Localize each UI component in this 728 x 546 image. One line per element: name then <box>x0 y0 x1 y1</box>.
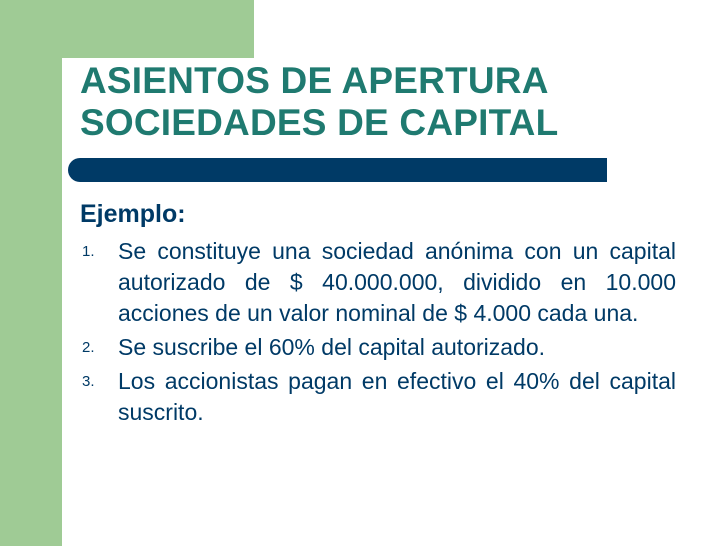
title-line-1: ASIENTOS DE APERTURA <box>80 60 549 101</box>
list-text: Los accionistas pagan en efectivo el 40% del capital suscrito. <box>118 368 676 425</box>
list-item <box>80 236 676 329</box>
list-number: 2. <box>82 339 95 356</box>
green-side-band <box>0 0 62 546</box>
slide-title <box>80 60 558 144</box>
example-heading: Ejemplo: <box>80 200 186 228</box>
list-number: 3. <box>82 373 95 390</box>
list-number: 1. <box>82 243 95 260</box>
slide-body <box>80 198 676 431</box>
title-line-2: SOCIEDADES DE CAPITAL <box>80 102 559 143</box>
list-item <box>80 332 676 363</box>
green-top-band <box>0 0 254 58</box>
list-item <box>80 366 676 428</box>
list-text: Se suscribe el 60% del capital autorizado. <box>118 334 546 360</box>
title-divider-bar <box>68 158 607 182</box>
list-text: Se constituye una sociedad anónima con un capital autorizado de $ 40.000.000, dividido en 10.000 acciones de un valor nominal de $ 4.000 cada una. <box>118 238 676 326</box>
numbered-list <box>80 236 676 428</box>
